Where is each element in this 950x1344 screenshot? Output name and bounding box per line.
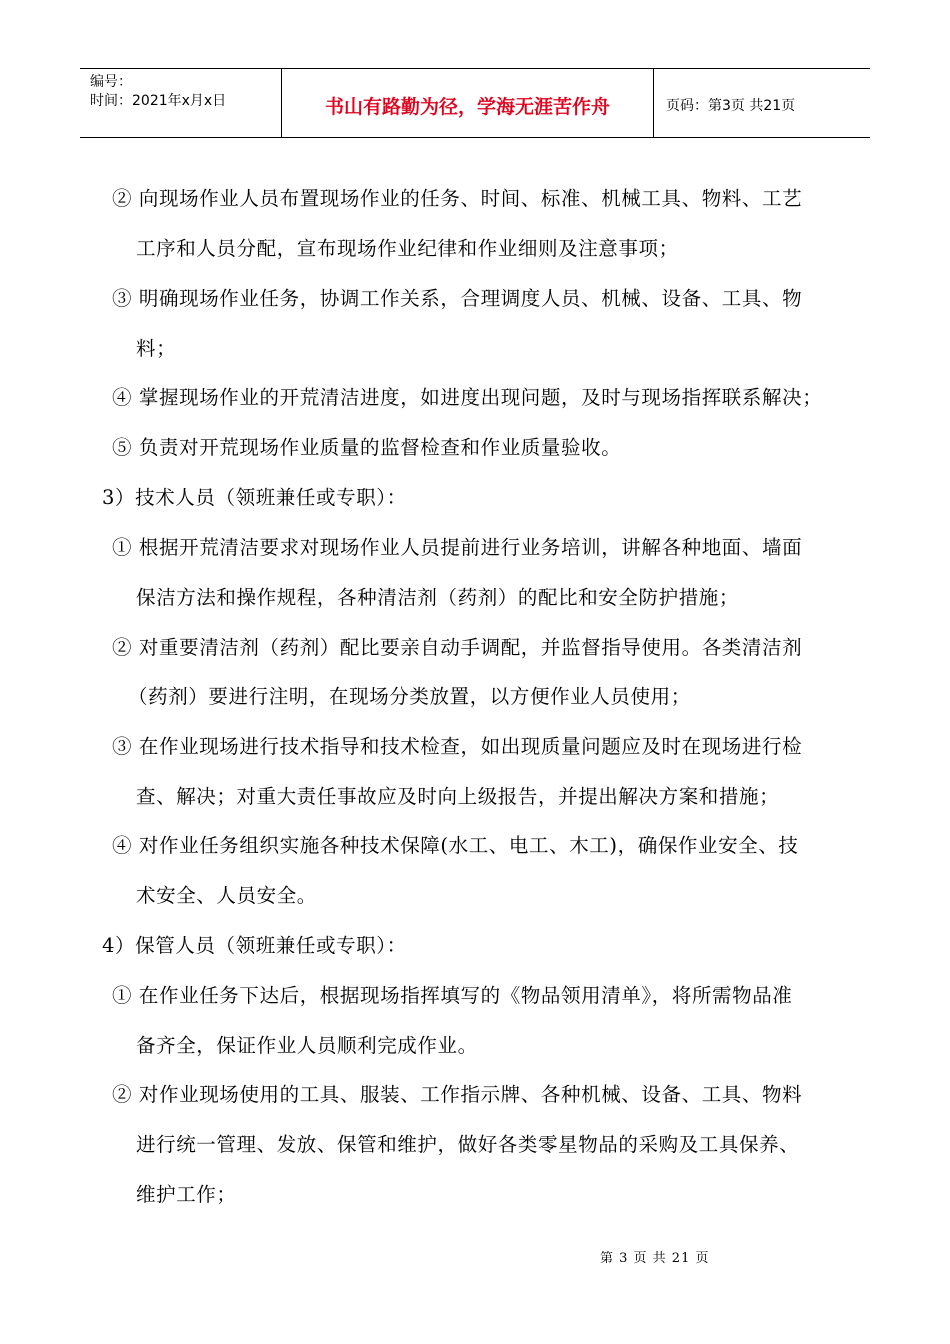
section-heading: 4）保管人员（领班兼任或专职）： (102, 934, 407, 957)
page-footer: 第 3 页 共 21 页 (600, 1251, 710, 1266)
body-line: ① 在作业任务下达后，根据现场指挥填写的《物品领用清单》，将所需物品准 (112, 984, 793, 1007)
body-line: ④ 对作业任务组织实施各种技术保障(水工、电工、木工)，确保作业安全、技 (112, 834, 799, 857)
section-heading: 3）技术人员（领班兼任或专职）： (102, 486, 407, 509)
body-line: 查、解决；对重大责任事故应及时向上级报告，并提出解决方案和措施； (136, 785, 780, 808)
body-line: ⑤ 负责对开荒现场作业质量的监督检查和作业质量验收。 (112, 436, 622, 459)
header-motto: 书山有路勤为径，学海无涯苦作舟 (282, 69, 654, 137)
header-page-info: 页码：第3页 共21页 (666, 98, 796, 114)
body-line: 工序和人员分配，宣布现场作业纪律和作业细则及注意事项； (136, 237, 679, 260)
header-meta (80, 69, 282, 137)
body-line: 进行统一管理、发放、保管和维护，做好各类零星物品的采购及工具保养、 (136, 1133, 800, 1156)
body-line: ② 向现场作业人员布置现场作业的任务、时间、标准、机械工具、物料、工艺 (112, 187, 803, 210)
body-line: ④ 掌握现场作业的开荒清洁进度，如进度出现问题，及时与现场指挥联系解决； (112, 386, 823, 409)
body-line: 维护工作； (136, 1183, 237, 1206)
page-header (80, 68, 870, 138)
body-line: 术安全、人员安全。 (136, 884, 317, 907)
body-line: 备齐全，保证作业人员顺利完成作业。 (136, 1034, 478, 1057)
body-line: ② 对重要清洁剂（药剂）配比要亲自动手调配，并监督指导使用。各类清洁剂 (112, 636, 803, 659)
document-number-label: 编号： (90, 74, 132, 90)
body-line: ③ 明确现场作业任务，协调工作关系，合理调度人员、机械、设备、工具、物 (112, 287, 803, 310)
body-line: ① 根据开荒清洁要求对现场作业人员提前进行业务培训，讲解各种地面、墙面 (112, 536, 803, 559)
body-line: 料； (136, 337, 177, 360)
body-line: ② 对作业现场使用的工具、服装、工作指示牌、各种机械、设备、工具、物料 (112, 1083, 803, 1106)
body-line: 保洁方法和操作规程，各种清洁剂（药剂）的配比和安全防护措施； (136, 586, 740, 609)
document-date: 时间：2021年x月x日 (90, 93, 227, 109)
body-line: （药剂）要进行注明，在现场分类放置，以方便作业人员使用； (128, 685, 691, 708)
body-line: ③ 在作业现场进行技术指导和技术检查，如出现质量问题应及时在现场进行检 (112, 735, 803, 758)
